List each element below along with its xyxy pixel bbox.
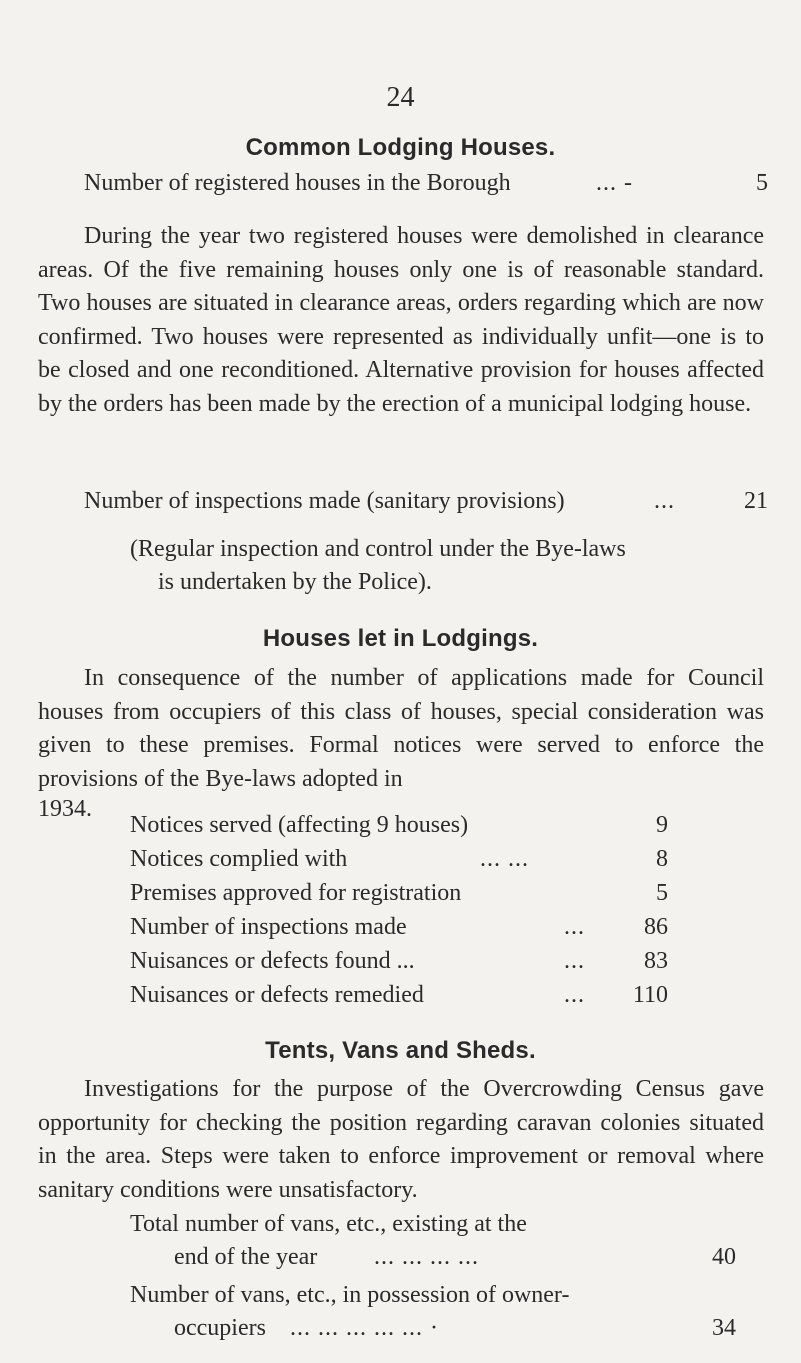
stats-row-leader: ... <box>564 914 585 940</box>
vans-row-label: Number of vans, etc., in possession of owner- <box>130 1282 570 1308</box>
stats-row-label: Premises approved for registration <box>130 880 462 906</box>
registered-houses-value: 5 <box>756 170 768 196</box>
vans-row-label-cont: occupiers <box>174 1315 266 1341</box>
section-heading-tents: Tents, Vans and Sheds. <box>265 1037 536 1064</box>
stats-row-label: Notices complied with <box>130 846 348 872</box>
stats-row-label: Number of inspections made <box>130 914 407 940</box>
stats-row-leader: ... ... <box>480 846 529 872</box>
stats-row-value: 83 <box>644 948 668 974</box>
stats-row-leader: ... <box>564 948 585 974</box>
section-heading-common-lodging: Common Lodging Houses. <box>245 134 556 161</box>
stats-row-label: Nuisances or defects found ... <box>130 948 415 974</box>
section-heading-houses-let: Houses let in Lodgings. <box>262 625 539 652</box>
stats-row-value: 86 <box>644 914 668 940</box>
common-lodging-paragraph: During the year two registered houses were demolished in clearance areas. Of the five remaining houses only one is of reasonable standard. Two houses are situated in clearance areas, orders regarding which are now confirmed. Two houses were represented as individually unfit—one is to be closed and one reconditioned. Alternative provision for houses affected by the orders has been made by the erection of a municipal lodging house. <box>38 223 764 417</box>
vans-row-value: 34 <box>712 1315 736 1341</box>
stats-row-value: 9 <box>656 812 668 838</box>
stats-row-value: 8 <box>656 846 668 872</box>
stats-row-value: 110 <box>632 982 668 1008</box>
vans-row-label-cont: end of the year <box>174 1244 318 1270</box>
adopted-year: 1934. <box>38 796 92 822</box>
page-number: 24 <box>386 82 415 113</box>
inspections-leader: ... <box>654 488 675 514</box>
stats-row-label: Nuisances or defects remedied <box>130 982 424 1008</box>
vans-row-label: Total number of vans, etc., existing at the <box>130 1211 527 1237</box>
stats-row-leader: ... <box>564 982 585 1008</box>
vans-row-leader: ... ... ... ... <box>374 1244 479 1270</box>
vans-row-leader: ... ... ... ... ... · <box>290 1315 439 1341</box>
inspections-value: 21 <box>744 488 768 514</box>
tents-paragraph: Investigations for the purpose of the Overcrowding Census gave opportunity for checking the position regarding caravan colonies situated in the area. Steps were taken to enforce improvement or removal where sanitary conditions were unsatisfactory. <box>38 1076 764 1203</box>
vans-row-value: 40 <box>712 1244 736 1270</box>
registered-houses-label: Number of registered houses in the Borough <box>84 170 511 196</box>
inspections-label: Number of inspections made (sanitary provisions) <box>84 488 565 514</box>
houses-let-paragraph: In consequence of the number of applications made for Council houses from occupiers of this class of houses, special consideration was given to these premises. Formal notices were served to enforce the provisions of the Bye-laws adopted in <box>38 665 764 792</box>
stats-row-value: 5 <box>656 880 668 906</box>
stats-row-label: Notices served (affecting 9 houses) <box>130 812 469 838</box>
registered-houses-leader: ... - <box>596 170 633 196</box>
police-note-line1: (Regular inspection and control under the Bye-laws <box>130 536 626 562</box>
police-note-line2: is undertaken by the Police). <box>158 569 432 595</box>
